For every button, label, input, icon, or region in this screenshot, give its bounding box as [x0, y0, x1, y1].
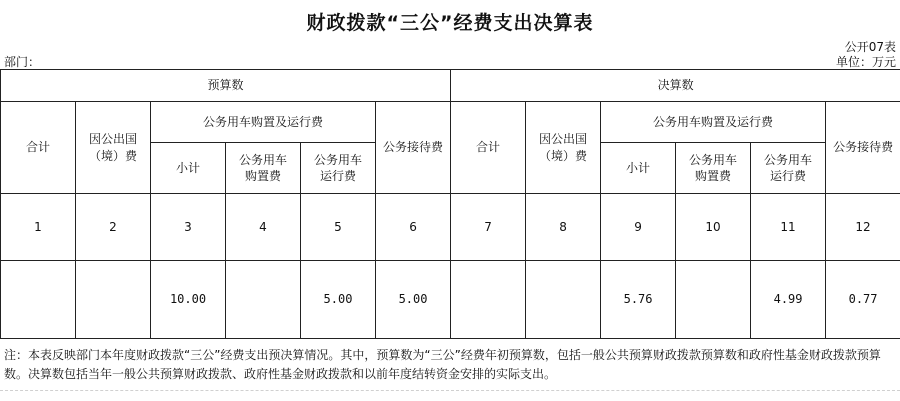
budget-operation-header: 公务用车 运行费 — [301, 143, 376, 194]
final-vehicle-group-header: 公务用车购置及运行费 — [601, 102, 826, 143]
final-subtotal-header: 小计 — [601, 143, 676, 194]
final-purchase-header: 公务用车 购置费 — [676, 143, 751, 194]
final-total-header: 合计 — [451, 102, 526, 194]
col-number: 7 — [451, 194, 526, 261]
bottom-divider — [0, 390, 900, 401]
col-number: 6 — [376, 194, 451, 261]
col-number: 8 — [526, 194, 601, 261]
header-row-2 — [1, 102, 900, 143]
final-abroad-value — [526, 261, 601, 339]
col-number: 4 — [226, 194, 301, 261]
final-vehicle-operation-value: 4.99 — [751, 261, 826, 339]
final-reception-header: 公务接待费 — [826, 102, 900, 194]
report-title: 财政拨款“三公”经费支出决算表 — [0, 8, 900, 35]
final-vehicle-purchase-value — [676, 261, 751, 339]
col-number: 10 — [676, 194, 751, 261]
final-header: 决算数 — [451, 70, 900, 102]
values-row — [1, 261, 900, 339]
column-number-row — [1, 194, 900, 261]
final-vehicle-subtotal-value: 5.76 — [601, 261, 676, 339]
budget-subtotal-header: 小计 — [151, 143, 226, 194]
budget-purchase-header: 公务用车 购置费 — [226, 143, 301, 194]
col-number: 11 — [751, 194, 826, 261]
three-public-expenses-table — [0, 69, 900, 339]
col-number: 3 — [151, 194, 226, 261]
budget-vehicle-subtotal-value: 10.00 — [151, 261, 226, 339]
budget-vehicle-operation-value: 5.00 — [301, 261, 376, 339]
final-total-value — [451, 261, 526, 339]
col-number: 9 — [601, 194, 676, 261]
budget-abroad-value — [76, 261, 151, 339]
budget-vehicle-purchase-value — [226, 261, 301, 339]
budget-abroad-header: 因公出国 （境）费 — [76, 102, 151, 194]
budget-total-header: 合计 — [1, 102, 76, 194]
unit-label: 单位：万元 — [836, 53, 896, 70]
budget-vehicle-group-header: 公务用车购置及运行费 — [151, 102, 376, 143]
budget-reception-value: 5.00 — [376, 261, 451, 339]
final-reception-value: 0.77 — [826, 261, 900, 339]
final-operation-header: 公务用车 运行费 — [751, 143, 826, 194]
form-number: 公开07表 — [845, 38, 896, 55]
col-number: 5 — [301, 194, 376, 261]
col-number: 1 — [1, 194, 76, 261]
col-number: 12 — [826, 194, 900, 261]
header-row-1 — [1, 70, 900, 102]
budget-header: 预算数 — [1, 70, 451, 102]
final-abroad-header: 因公出国 （境）费 — [526, 102, 601, 194]
footnote: 注：本表反映部门本年度财政拨款“三公”经费支出预决算情况。其中，预算数为“三公”经费年初预算数，包括一般公共预算财政拨款预算数和政府性基金财政拨款预算数。决算数包括当年一般公共预算财政拨款、政府性基金财政拨款和以前年度结转资金安排的实际支出。 — [4, 346, 896, 384]
budget-total-value — [1, 261, 76, 339]
budget-reception-header: 公务接待费 — [376, 102, 451, 194]
department-label: 部门： — [4, 53, 40, 70]
col-number: 2 — [76, 194, 151, 261]
